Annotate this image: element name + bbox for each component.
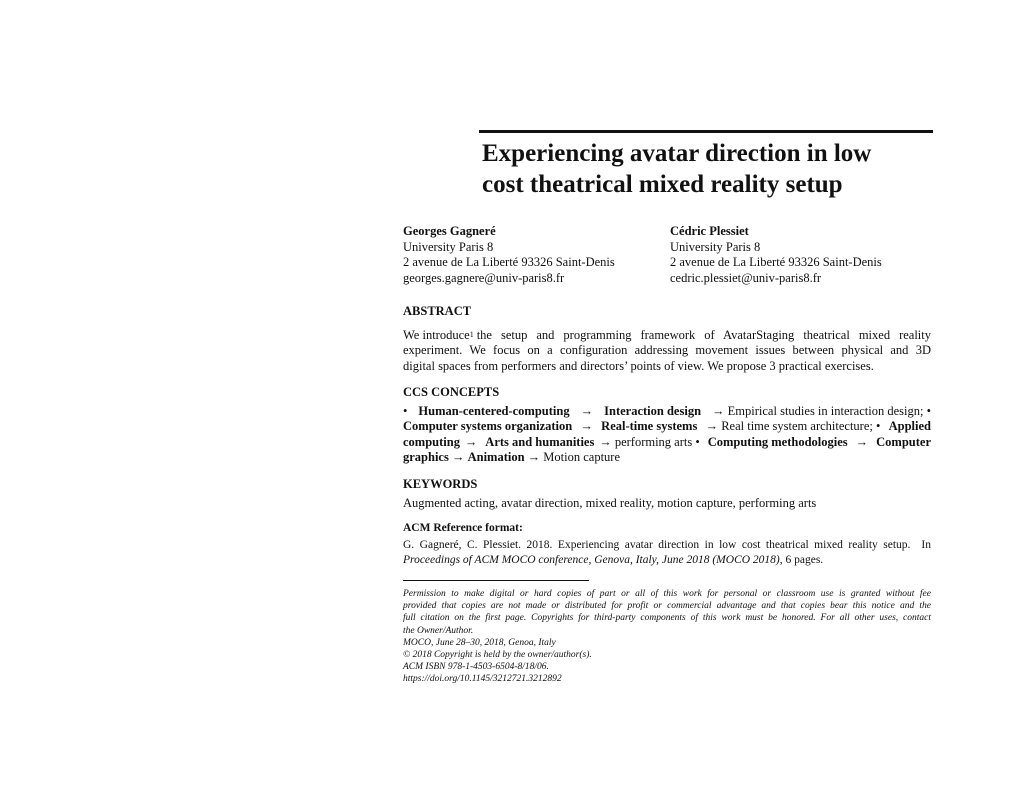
reference-pages: , 6 pages.	[779, 553, 824, 566]
reference-proceedings: Proceedings of ACM MOCO conference, Genova, Italy, June 2018 (MOCO 2018)	[403, 553, 780, 566]
abstract-line-1-rest: the setup and programming framework of AvatarStaging theatrical mixed reality	[476, 328, 931, 342]
ccs-term: Real-time systems	[601, 419, 698, 434]
footnote-line: provided that copies are not made or distributed for profit or commercial advantage and that copies bear this notice and the	[403, 601, 931, 612]
ccs-term: computing	[403, 434, 460, 449]
ccs-term: Computer systems organization	[403, 419, 573, 434]
ccs-term: Human-centered-computing	[418, 404, 570, 418]
abstract-heading: ABSTRACT	[403, 304, 472, 318]
author-name: Georges Gagneré	[403, 224, 496, 238]
author-address: 2 avenue de La Liberté 93326 Saint-Denis	[670, 255, 882, 270]
title-rule	[479, 130, 933, 133]
footnote-line: MOCO, June 28–30, 2018, Genoa, Italy	[403, 637, 556, 648]
ccs-term: Animation	[467, 449, 525, 464]
footnote-rule	[403, 580, 589, 581]
ccs-arrow: →	[448, 449, 468, 464]
ccs-bullet: •	[403, 404, 411, 418]
keywords-heading: KEYWORDS	[403, 477, 478, 491]
footnote-line: the Owner/Author.	[403, 625, 474, 636]
ccs-line-1	[403, 404, 931, 419]
abstract-line-3: digital spaces from performers and directors’ points of view. We propose 3 practical exercises.	[403, 358, 874, 373]
footnote-line: Permission to make digital or hard copies of part or all of this work for personal or classroom use is granted without fee	[403, 589, 931, 599]
paper-title-line-2: cost theatrical mixed reality setup	[482, 171, 843, 198]
ccs-text: → Empirical studies in interaction design; •	[708, 404, 931, 418]
ccs-term: Computer	[876, 434, 931, 449]
footnote-line: full citation on the first page. Copyrights for third-party components of this work must be honored. For all other uses, contact	[403, 613, 931, 624]
footnote-line: © 2018 Copyright is held by the owner/author(s).	[403, 650, 592, 661]
author-affiliation: University Paris 8	[670, 239, 761, 254]
ccs-term: graphics	[403, 449, 449, 464]
ccs-term: Interaction design	[604, 404, 702, 418]
footnote-marker: 1	[469, 330, 474, 339]
ccs-arrow: →	[577, 404, 597, 418]
author-affiliation: University Paris 8	[403, 239, 494, 254]
author-email: cedric.plessiet@univ-paris8.fr	[670, 270, 822, 285]
keywords-text: Augmented acting, avatar direction, mixed reality, motion capture, performing arts	[403, 496, 817, 510]
reference-paragraph	[403, 538, 931, 567]
ccs-text: → Real time system architecture; •	[702, 419, 884, 434]
reference-heading: ACM Reference format:	[403, 522, 523, 534]
ccs-arrow: →	[464, 434, 481, 449]
ccs-paragraph	[403, 404, 931, 465]
abstract-line-1	[403, 328, 931, 343]
ccs-line-2	[403, 419, 931, 434]
author-address: 2 avenue de La Liberté 93326 Saint-Denis	[403, 255, 615, 270]
reference-line-2	[403, 553, 931, 568]
footnote-line: ACM ISBN 978-1-4503-6504-8/18/06.	[403, 662, 549, 673]
abstract-paragraph	[403, 328, 931, 374]
ccs-heading: CCS CONCEPTS	[403, 385, 500, 399]
author-name: Cédric Plessiet	[670, 224, 749, 238]
ccs-arrow: →	[852, 434, 872, 449]
author-block-1	[403, 224, 615, 286]
paper-title-line-1: Experiencing avatar direction in low	[482, 140, 872, 167]
ccs-arrow: →	[577, 419, 597, 434]
doi-link[interactable]: https://doi.org/10.1145/3212721.3212892	[403, 674, 562, 685]
ccs-text: → performing arts •	[599, 434, 703, 449]
abstract-lead: We introduce	[403, 328, 470, 342]
abstract-line-2: experiment. We focus on a configuration addressing movement issues between physical and 3D	[403, 343, 931, 358]
ccs-line-4	[403, 450, 931, 465]
keywords-paragraph	[403, 496, 931, 511]
ccs-text: → Motion capture	[524, 449, 621, 464]
reference-line-1: G. Gagneré, C. Plessiet. 2018. Experiencing avatar direction in low cost theatrical mixed reality setup. In	[403, 539, 931, 551]
copyright-footnote	[403, 588, 931, 686]
ccs-term: Computing methodologies	[707, 434, 848, 449]
ccs-term: Applied	[888, 419, 931, 434]
ccs-term: Arts and humanities	[485, 434, 595, 449]
paper-title	[482, 138, 932, 200]
ccs-line-3	[403, 435, 931, 450]
author-email: georges.gagnere@univ-paris8.fr	[403, 270, 565, 285]
author-block-2	[670, 224, 882, 286]
